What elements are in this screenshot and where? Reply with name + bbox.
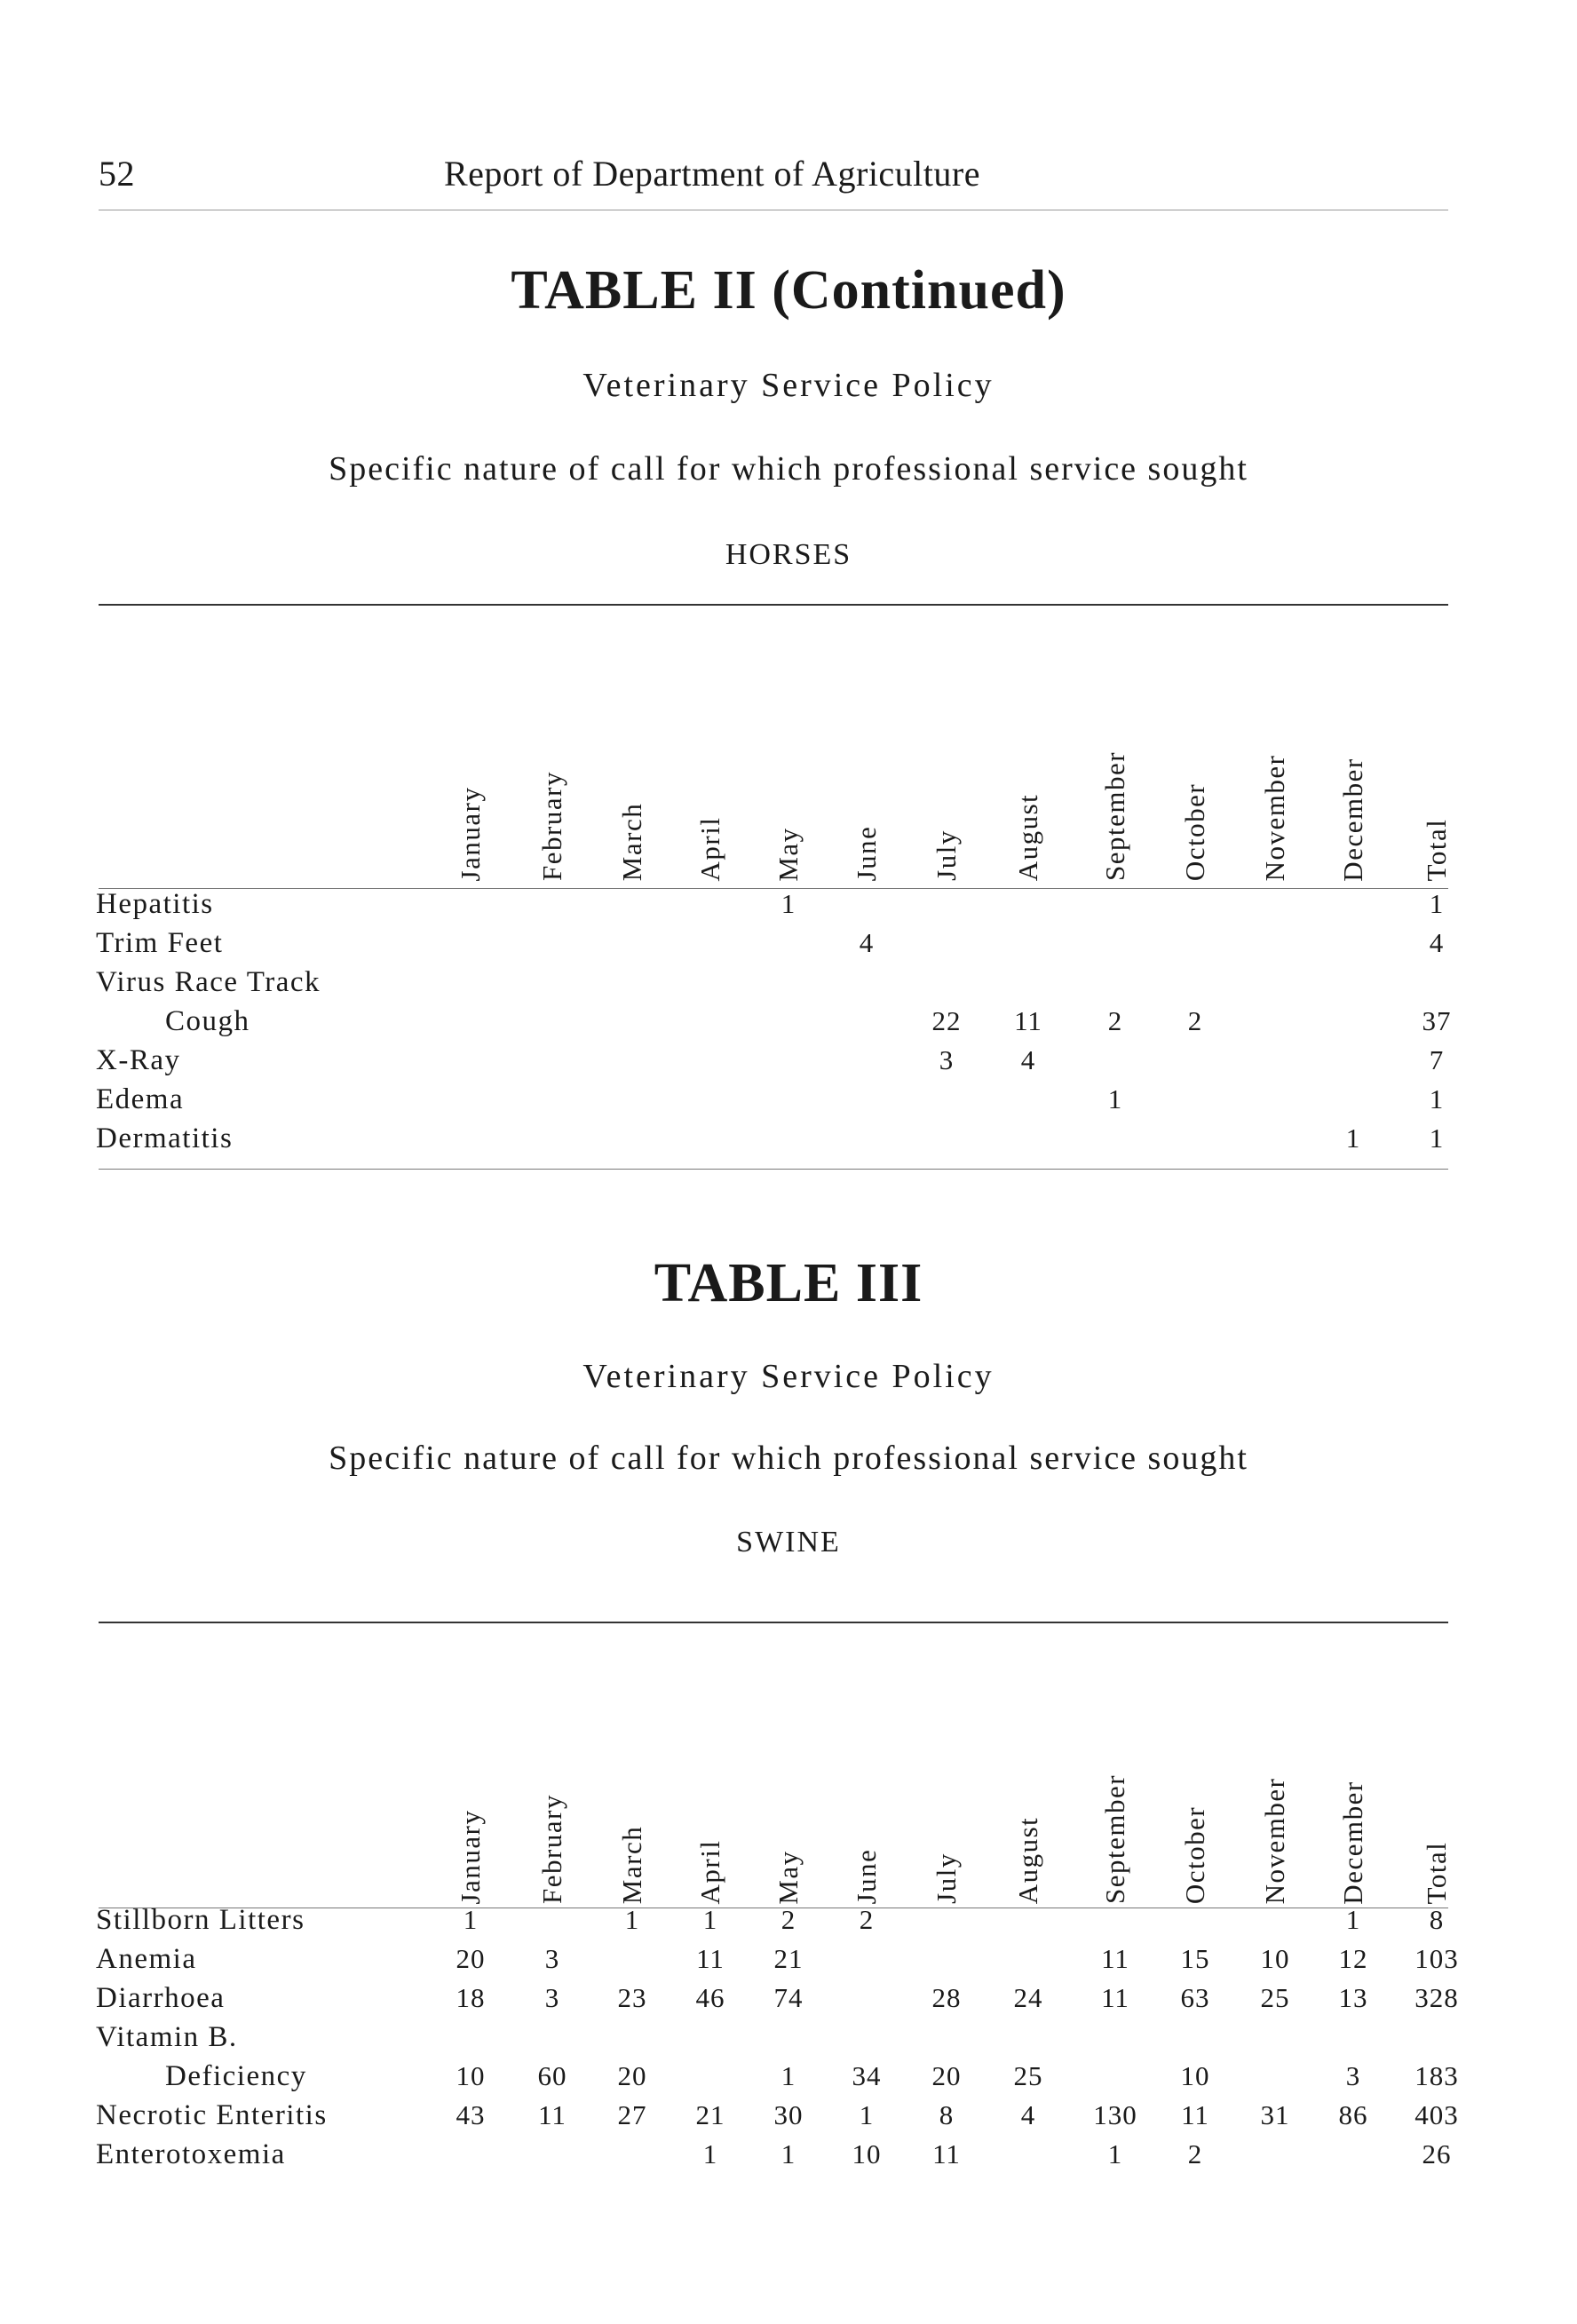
- table-cell: 1: [1107, 2138, 1123, 2169]
- table-cell: 21: [695, 2099, 725, 2130]
- table-cell: 28: [931, 1982, 962, 2013]
- table-cell: 86: [1338, 2099, 1368, 2130]
- row-label: Edema: [96, 1083, 185, 1115]
- table-iii-title: TABLE III: [654, 1253, 923, 1313]
- table-cell: 11: [538, 2099, 567, 2130]
- table-cell: 15: [1180, 1943, 1210, 1974]
- table-cell: 3: [544, 1943, 560, 1974]
- table-cell: 403: [1415, 2099, 1459, 2130]
- table-cell: 10: [852, 2138, 882, 2169]
- table-cell: 4: [1020, 1044, 1036, 1075]
- row-label: Necrotic Enteritis: [96, 2099, 328, 2131]
- column-header-october: October: [1179, 782, 1210, 882]
- table-cell: 25: [1260, 1982, 1290, 2013]
- table-ii-bottom-rule: [99, 1169, 1448, 1170]
- table-cell: 10: [1260, 1943, 1290, 1974]
- table-cell: 20: [931, 2060, 962, 2091]
- column-header-january: January: [455, 1809, 486, 1904]
- table-cell: 27: [617, 2099, 647, 2130]
- row-label: Vitamin B.: [96, 2021, 238, 2053]
- table-cell: 1: [781, 2138, 796, 2169]
- table-cell: 2: [859, 1904, 875, 1935]
- table-cell: 43: [456, 2099, 486, 2130]
- column-header-february: February: [536, 1794, 567, 1904]
- table-iii-animal: SWINE: [736, 1526, 841, 1559]
- table-cell: 13: [1338, 1982, 1368, 2013]
- table-cell: 1: [859, 2099, 875, 2130]
- column-header-december: December: [1337, 1780, 1368, 1905]
- table-cell: 24: [1013, 1982, 1043, 2013]
- table-cell: 2: [1187, 1005, 1203, 1036]
- table-cell: 1: [1345, 1904, 1361, 1935]
- table-cell: 1: [1345, 1122, 1361, 1154]
- table-cell: 11: [932, 2138, 961, 2169]
- column-header-march: March: [616, 802, 647, 882]
- row-label: Deficiency: [165, 2060, 307, 2092]
- table-cell: 10: [1180, 2060, 1210, 2091]
- table-cell: 11: [1014, 1005, 1042, 1036]
- table-cell: 20: [456, 1943, 486, 1974]
- table-cell: 12: [1338, 1943, 1368, 1974]
- table-cell: 20: [617, 2060, 647, 2091]
- column-header-august: August: [1012, 1816, 1043, 1904]
- table-cell: 8: [939, 2099, 955, 2130]
- table-cell: 4: [1429, 927, 1445, 958]
- column-header-march: March: [616, 1825, 647, 1905]
- row-label: Dermatitis: [96, 1122, 234, 1154]
- table-cell: 4: [859, 927, 875, 958]
- column-header-june: June: [851, 825, 882, 881]
- row-label: Trim Feet: [96, 927, 224, 959]
- row-label: X-Ray: [96, 1044, 181, 1076]
- table-cell: 22: [931, 1005, 962, 1036]
- table-cell: 11: [1101, 1943, 1129, 1974]
- column-header-june: June: [851, 1848, 882, 1904]
- column-header-total: Total: [1421, 818, 1452, 881]
- table-cell: 8: [1429, 1904, 1445, 1935]
- table-iii-description: Specific nature of call for which professional service sought: [329, 1440, 1248, 1477]
- row-label: Enterotoxemia: [96, 2138, 286, 2170]
- table-cell: 2: [1107, 1005, 1123, 1036]
- table-cell: 3: [939, 1044, 955, 1075]
- table-cell: 74: [773, 1982, 804, 2013]
- column-header-total: Total: [1421, 1841, 1452, 1904]
- table-cell: 183: [1415, 2060, 1459, 2091]
- table-cell: 2: [1187, 2138, 1203, 2169]
- table-ii-subtitle: Veterinary Service Policy: [582, 367, 995, 404]
- column-header-may: May: [773, 826, 804, 882]
- table-cell: 34: [852, 2060, 882, 2091]
- column-header-february: February: [536, 771, 567, 881]
- table-cell: 1: [781, 888, 796, 919]
- table-cell: 1: [702, 1904, 718, 1935]
- table-cell: 21: [773, 1943, 804, 1974]
- row-label: Virus Race Track: [96, 966, 321, 998]
- table-cell: 18: [456, 1982, 486, 2013]
- column-header-december: December: [1337, 757, 1368, 882]
- table-cell: 11: [1181, 2099, 1209, 2130]
- column-header-november: November: [1259, 1777, 1290, 1904]
- table-ii-top-rule: [99, 604, 1448, 606]
- table-cell: 25: [1013, 2060, 1043, 2091]
- row-label: Anemia: [96, 1943, 197, 1975]
- table-cell: 1: [781, 2060, 796, 2091]
- table-cell: 63: [1180, 1982, 1210, 2013]
- table-cell: 1: [1429, 888, 1445, 919]
- table-cell: 10: [456, 2060, 486, 2091]
- column-header-november: November: [1259, 754, 1290, 881]
- table-cell: 7: [1429, 1044, 1445, 1075]
- column-header-january: January: [455, 786, 486, 881]
- table-cell: 4: [1020, 2099, 1036, 2130]
- page-number: 52: [99, 154, 135, 194]
- table-iii-subtitle: Veterinary Service Policy: [582, 1358, 995, 1395]
- table-cell: 3: [544, 1982, 560, 2013]
- table-cell: 1: [1429, 1083, 1445, 1114]
- table-cell: 103: [1415, 1943, 1459, 1974]
- column-header-july: July: [931, 1852, 962, 1904]
- row-label: Hepatitis: [96, 888, 214, 920]
- running-title: Report of Department of Agriculture: [444, 154, 980, 194]
- table-cell: 37: [1422, 1005, 1452, 1036]
- table-cell: 328: [1415, 1982, 1459, 2013]
- table-cell: 31: [1260, 2099, 1290, 2130]
- row-label: Stillborn Litters: [96, 1904, 305, 1936]
- column-header-july: July: [931, 829, 962, 881]
- row-label: Diarrhoea: [96, 1982, 226, 2014]
- table-cell: 11: [1101, 1982, 1129, 2013]
- table-cell: 60: [537, 2060, 567, 2091]
- table-cell: 1: [1429, 1122, 1445, 1154]
- table-iii-top-rule: [99, 1622, 1448, 1623]
- column-header-october: October: [1179, 1805, 1210, 1905]
- table-ii-animal: HORSES: [725, 538, 852, 571]
- table-cell: 1: [702, 2138, 718, 2169]
- column-header-september: September: [1099, 750, 1130, 882]
- table-cell: 26: [1422, 2138, 1452, 2169]
- column-header-august: August: [1012, 793, 1043, 881]
- column-header-september: September: [1099, 1773, 1130, 1905]
- table-cell: 46: [695, 1982, 725, 2013]
- column-header-april: April: [694, 816, 725, 881]
- table-cell: 2: [781, 1904, 796, 1935]
- table-cell: 1: [1107, 1083, 1123, 1114]
- table-cell: 1: [463, 1904, 479, 1935]
- table-cell: 11: [696, 1943, 725, 1974]
- table-ii-title: TABLE II (Continued): [511, 260, 1066, 321]
- table-cell: 3: [1345, 2060, 1361, 2091]
- table-cell: 23: [617, 1982, 647, 2013]
- table-cell: 30: [773, 2099, 804, 2130]
- column-header-may: May: [773, 1849, 804, 1905]
- table-cell: 1: [624, 1904, 640, 1935]
- table-cell: 130: [1093, 2099, 1137, 2130]
- column-header-april: April: [694, 1839, 725, 1904]
- table-ii-description: Specific nature of call for which professional service sought: [329, 450, 1248, 488]
- row-label: Cough: [165, 1005, 250, 1037]
